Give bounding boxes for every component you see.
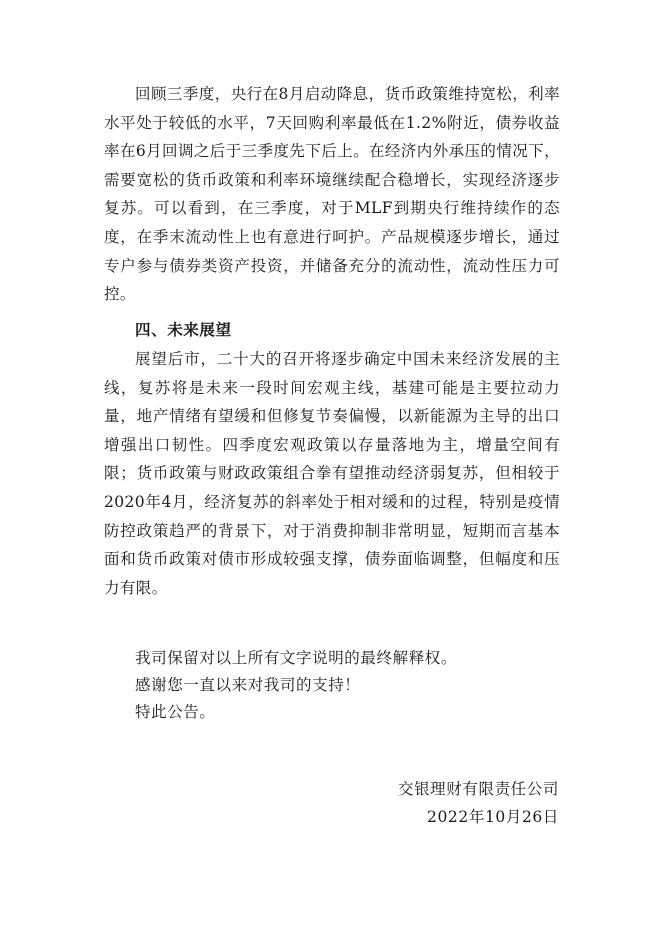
disclaimer-line: 我司保留对以上所有文字说明的最终解释权。	[135, 649, 458, 667]
company-signature: 交银理财有限责任公司	[397, 780, 559, 798]
announcement-line: 特此公告。	[135, 703, 216, 721]
outlook-paragraph: 展望后市，二十大的召开将逐步确定中国未来经济发展的主线，复苏将是未来一段时间宏观主线，基建可能是主要拉动力量，地产情绪有望缓和但修复节奏偏慢，以新能源为主导的出口增强出口韧性。四季度宏观政策以存量落地为主，增量空间有限；货币政策与财政政策组合拳有望推动经济弱复苏，但相较于2020年4月，经济复苏的斜率处于相对缓和的过程，特别是疫情防控政策趋严的背景下，对于消费抑制非常明显，短期而言基本面和货币政策对债市形成较强支撑，债券面临调整，但幅度和压力有限。	[104, 350, 560, 597]
review-paragraph: 回顾三季度，央行在8月启动降息，货币政策维持宽松，利率水平处于较低的水平，7天回购利率最低在1.2%附近，债券收益率在6月回调之后于三季度先下后上。在经济内外承压的情况下，需要宽松的货币政策和利率环境继续配合稳增长，实现经济逐步复苏。可以看到，在三季度，对于MLF到期央行维持续作的态度，在季末流动性上也有意进行呵护。产品规模逐步增长，通过专户参与债券类资产投资，并储备充分的流动性，流动性压力可控。	[104, 85, 560, 304]
signature-date: 2022年10月26日	[427, 808, 559, 826]
thanks-line: 感谢您一直以来对我司的支持！	[135, 676, 361, 694]
section-heading: 四、未来展望	[135, 321, 232, 339]
